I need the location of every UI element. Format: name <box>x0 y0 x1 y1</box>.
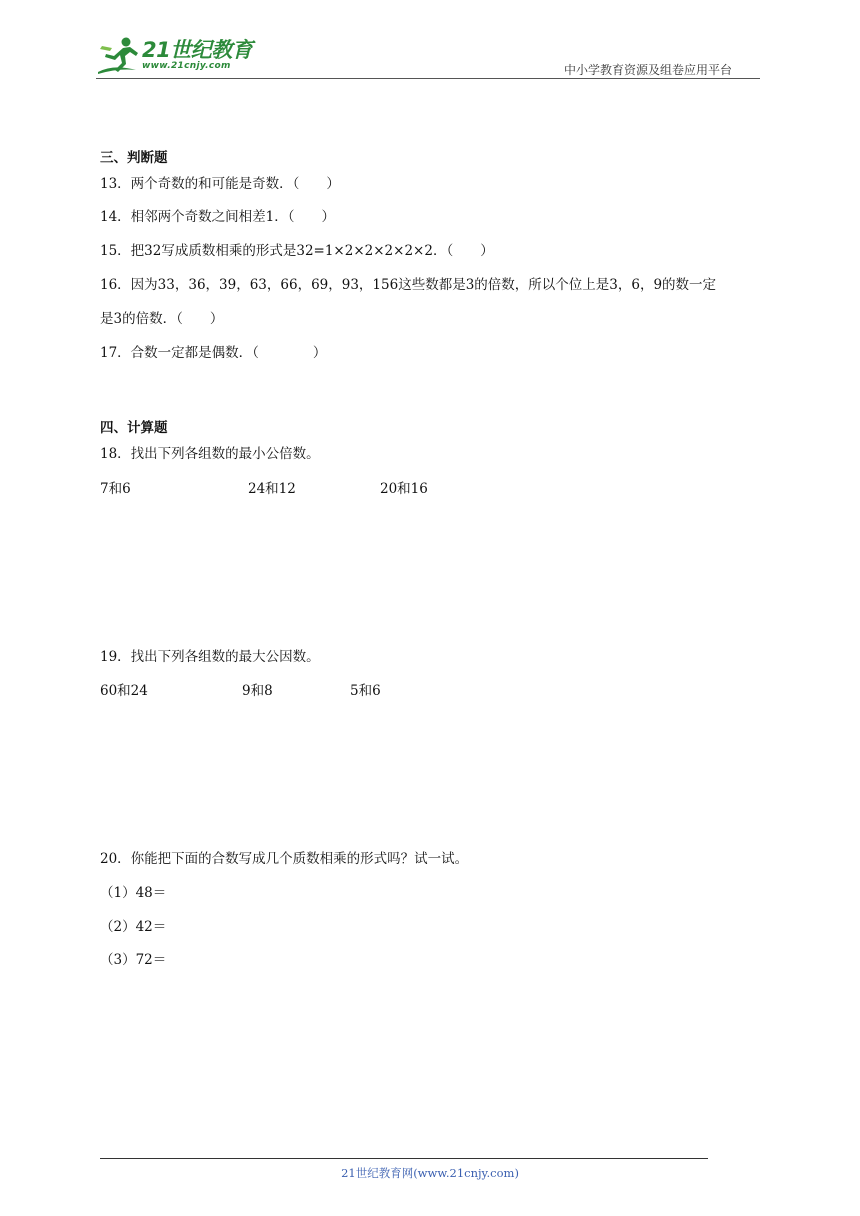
footer-divider <box>100 1158 708 1159</box>
logo-url: www.21cnjy.com <box>142 61 231 71</box>
question-20-item-2: （2）42＝ <box>100 919 167 935</box>
question-20-stem: 20．你能把下面的合数写成几个质数相乘的形式吗？试一试。 <box>100 851 469 867</box>
question-13: 13．两个奇数的和可能是奇数．（ ） <box>100 176 340 192</box>
question-20-item-3: （3）72＝ <box>100 952 167 968</box>
section-title-judgement: 三、判断题 <box>100 150 168 166</box>
question-15: 15．把32写成质数相乘的形式是32=1×2×2×2×2×2．（ ） <box>100 243 494 259</box>
question-18-group-1: 7和6 <box>100 481 131 497</box>
runner-logo-icon <box>96 34 142 78</box>
question-19-group-1: 60和24 <box>100 683 148 699</box>
question-14: 14．相邻两个奇数之间相差1．（ ） <box>100 209 336 225</box>
question-16-line-2: 是3的倍数．（ ） <box>100 311 224 327</box>
header-divider <box>96 78 760 79</box>
question-18-stem: 18．找出下列各组数的最小公倍数。 <box>100 446 320 462</box>
question-16-line-1: 16．因为33，36，39，63，66，69，93，156这些数都是3的倍数，所以个位上是3，6，9的数一定 <box>100 277 717 293</box>
question-20-item-1: （1）48＝ <box>100 885 167 901</box>
section-title-calculation: 四、计算题 <box>100 420 168 436</box>
logo-text: 21世纪教育 <box>142 38 253 62</box>
question-17: 17．合数一定都是偶数．（ ） <box>100 345 327 361</box>
question-18-group-3: 20和16 <box>380 481 428 497</box>
question-19-group-2: 9和8 <box>242 683 273 699</box>
question-19-stem: 19．找出下列各组数的最大公因数。 <box>100 649 320 665</box>
question-18-group-2: 24和12 <box>248 481 296 497</box>
footer-link[interactable]: 21世纪教育网(www.21cnjy.com) <box>341 1166 519 1180</box>
site-logo <box>96 34 258 78</box>
question-19-group-3: 5和6 <box>350 683 381 699</box>
header-slogan: 中小学教育资源及组卷应用平台 <box>564 63 733 77</box>
